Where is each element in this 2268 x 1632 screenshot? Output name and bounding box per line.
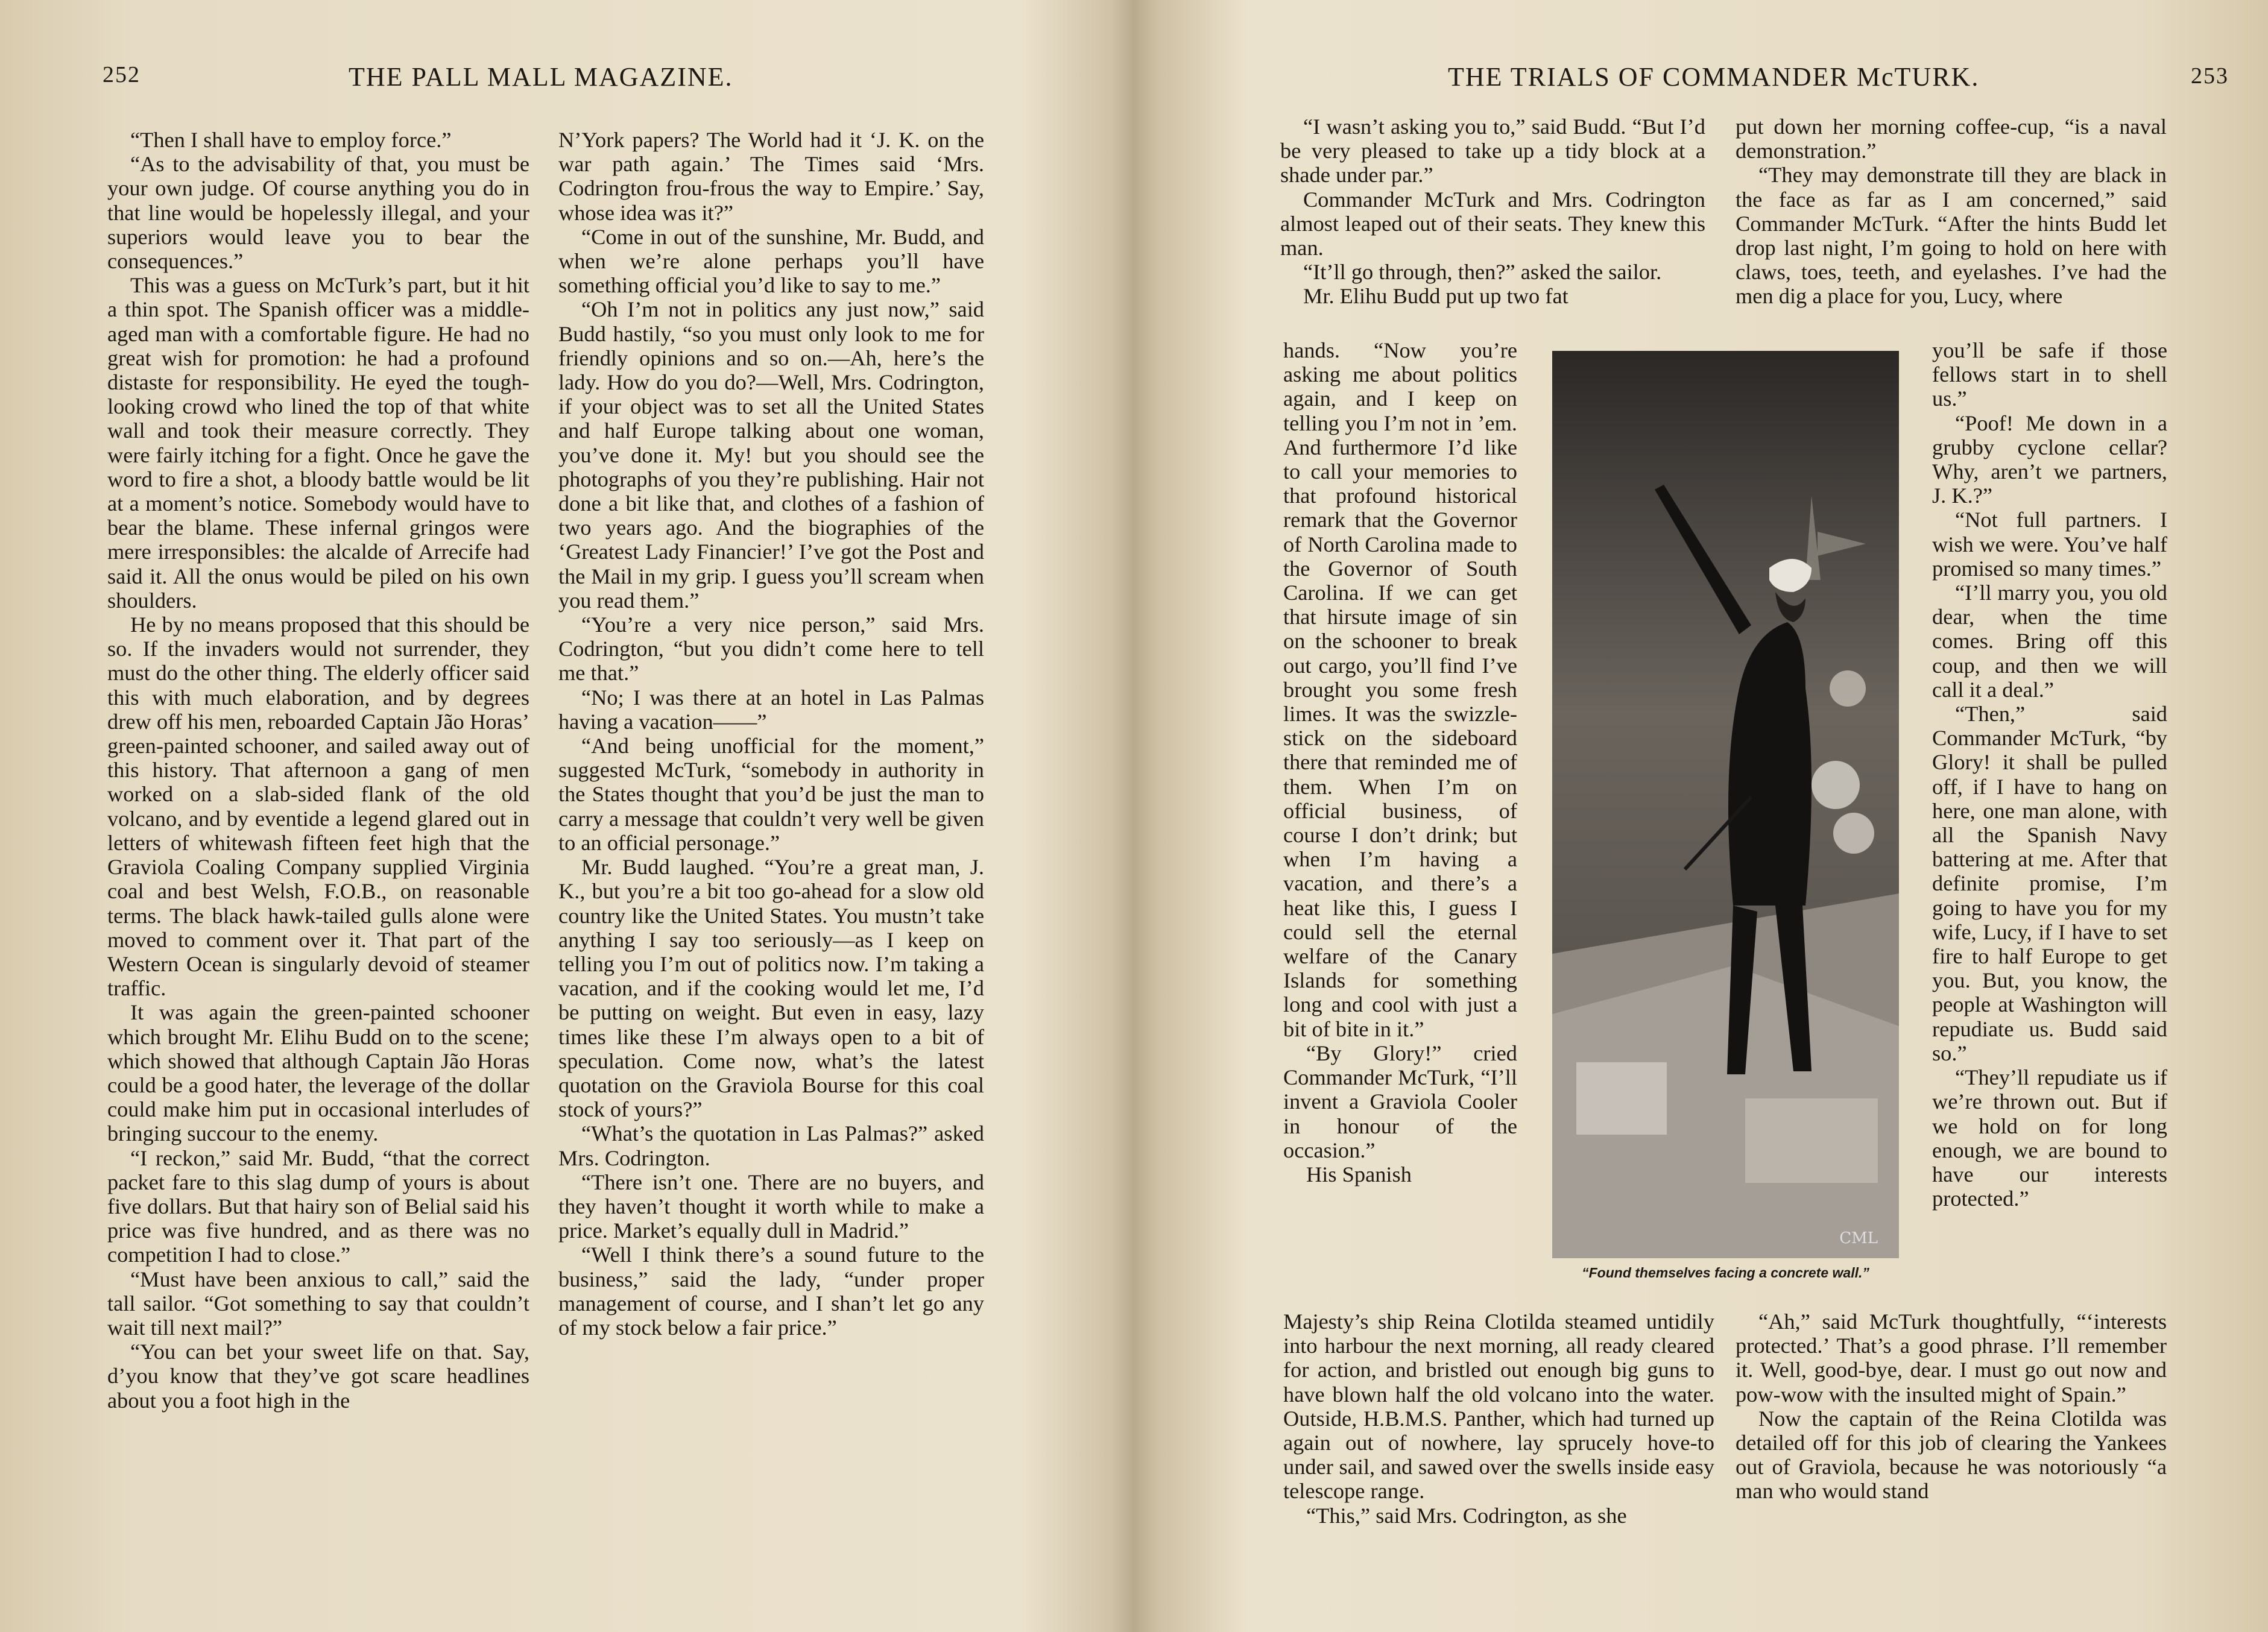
paragraph: His Spanish [1306,1162,1412,1186]
paragraph: put down her morning coffee-cup, “is a naval demonstration.” [1736,115,2167,163]
right-column-2-top [1736,115,2167,309]
paragraph: “I wasn’t asking you to,” said Budd. “But I’d be very pleased to take up a tidy block at a shade under par.” [1280,115,1705,187]
paragraph: “What’s the quotation in Las Palmas?” asked Mrs. Codrington. [558,1121,984,1170]
paragraph: “Not full partners. I wish we were. You’ve half promised so many times.” [1932,508,2167,581]
paragraph: “It’ll go through, then?” asked the sailor. [1303,260,1662,285]
paragraph: “They may demonstrate till they are black in the face as far as I am concerned,” said Commander McTurk. “After the hints Budd let drop last night, I’m going to hold on here with claws, toes, teeth, and eyelashes. I’ve had the men dig a place for you, Lucy, where [1736,163,2167,309]
paragraph: “Well I think there’s a sound future to the business,” said the lady, “under proper management of course, and I shan’t let go any of my stock below a fair price.” [558,1243,984,1340]
paragraph: “Ah,” said McTurk thoughtfully, “‘interests protected.’ That’s a good phrase. I’ll remember it. Well, good-bye, dear. I must go out now and pow-wow with the insulted might of Spain.” [1736,1309,2167,1407]
right-column-2-wrapped [1932,338,2167,1211]
paragraph: hands. “Now you’re asking me about politics again, and I keep on telling you I’m not in ’em. And furthermore I’d like to call your memories to that profound historical remark that the Governor of North Carolina made to the Governor of South Carolina. If we can get that hirsute image of sin on the schooner to break out cargo, you’ll find I’ve brought you some fresh limes. It was the swizzle-stick on the sideboard there that reminded me of them. When I’m on official business, of course I don’t drink; but when I’m having a vacation, and there’s a heat like this, I guess I could sell the eternal welfare of the Canary Islands for something long and cool with just a bit of bite in it.” [1283,338,1517,1041]
paragraph: “Oh I’m not in politics any just now,” said Budd hastily, “so you must only look to me for friendly opinions and so on.—Ah, here’s the lady. How do you do?—Well, Mrs. Codrington, if your object was to set all the United States and half Europe talking about one woman, you’ve done it. My! but you should see the photographs of you they’re publishing. Hair not done a bit like that, and clothes of a fashion of two years ago. And the biographies of the ‘Greatest Lady Financier!’ I’ve got the Post and the Mail in my grip. I guess you’ll scream when you read them.” [558,297,984,613]
paragraph: N’York papers? The World had it ‘J. K. on the war path again.’ The Times said ‘Mrs. Codrington frou-frous the way to Empire.’ Say, whose idea was it?” [558,128,984,225]
paragraph: “Then I shall have to employ force.” [130,128,452,152]
paragraph: “By Glory!” cried Commander McTurk, “I’ll invent a Graviola Cooler in honour of the occasion.” [1283,1041,1517,1162]
paragraph: “And being unofficial for the moment,” suggested McTurk, “somebody in authority in the States thought that you’d be just the man to carry a message that couldn’t very well be given to an official personage.” [558,734,984,855]
page-number: 252 [103,62,141,87]
illustration-caption: “Found themselves facing a concrete wall.” [1582,1265,1869,1281]
paragraph: “This,” said Mrs. Codrington, as she [1306,1503,1627,1528]
paragraph: “You’re a very nice person,” said Mrs. Codrington, “but you didn’t come here to tell me that.” [558,613,984,685]
running-title: THE TRIALS OF COMMANDER McTURK. [1448,62,1980,92]
paragraph: “You can bet your sweet life on that. Say, d’you know that they’ve got scare headlines about you a foot high in the [107,1340,529,1413]
paragraph: you’ll be safe if those fellows start in to shell us.” [1932,338,2167,411]
page-number: 253 [2191,63,2229,89]
right-column-2-bottom [1736,1309,2167,1504]
paragraph: He by no means proposed that this should be so. If the invaders would not surrender, they must do the other thing. The elderly officer said this with much elaboration, and by degrees drew off his men, reboarded Captain Jão Horas’ green-painted schooner, and sailed away out of this history. That afternoon a gang of men worked on a slab-sided flank of the old volcano, and by eventide a legend glared out in letters of whitewash fifteen feet high that the Graviola Coaling Company supplied Virginia coal and best Welsh, F.O.B., on reasonable terms. The black hawk-tailed gulls alone were moved to comment over it. That part of the Western Ocean is singularly devoid of steamer traffic. [107,613,529,1001]
paragraph: “I’ll marry you, you old dear, when the time comes. Bring off this coup, and then we will call it a deal.” [1932,581,2167,702]
paragraph: “No; I was there at an hotel in Las Palmas having a vacation——” [558,685,984,734]
paragraph: “Must have been anxious to call,” said the tall sailor. “Got something to say that couldn’t wait till next mail?” [107,1267,529,1340]
illustration [1552,351,1899,1258]
paragraph: This was a guess on McTurk’s part, but it hit a thin spot. The Spanish officer was a middle-aged man with a comfortable figure. He had no great wish for promotion: he had a profound distaste for responsibility. He eyed the tough-looking crowd who lined the top of that white wall and took their measure correctly. They were fairly itching for a fight. Once he gave the word to fire a shot, a bloody battle would be lit at a moment’s notice. Somebody would have to bear the blame. These infernal gringos were mere irresponsibles: the alcalde of Arrecife had said it. All the onus would be piled on his own shoulders. [107,273,529,613]
paragraph: Mr. Elihu Budd put up two fat [1303,284,1568,309]
paragraph: Majesty’s ship Reina Clotilda steamed untidily into harbour the next morning, all ready cleared for action, and bristled out enough big guns to have blown half the old volcano into the water. Outside, H.B.M.S. Panther, which had turned up again out of nowhere, lay sprucely hove-to under sail, and sawed over the swells inside easy telescope range. [1283,1309,1714,1504]
paragraph: “Then,” said Commander McTurk, “by Glory! it shall be pulled off, if I have to hang on here, one man alone, with all the Spanish Navy battering at me. After that definite promise, I’m going to have you for my wife, Lucy, if I have to set fire to half Europe to get you. But, you know, the people at Washington will repudiate us. Budd said so.” [1932,702,2167,1065]
paragraph: “As to the advisability of that, you must be your own judge. Of course anything you do in that line would be hopelessly illegal, and your superiors would leave you to bear the consequences.” [107,152,529,274]
running-title: THE PALL MALL MAGAZINE. [349,62,733,92]
right-column-1-top [1280,115,1705,309]
paragraph: “I reckon,” said Mr. Budd, “that the correct packet fare to this slag dump of yours is about five dollars. But that hairy son of Belial said his price was five hundred, and as there was no competition I had to close.” [107,1145,529,1267]
left-column-2 [558,128,984,1340]
right-column-1-bottom [1283,1309,1714,1528]
paragraph: It was again the green-painted schooner which brought Mr. Elihu Budd on to the scene; which showed that although Captain Jão Horas could be a good hater, the leverage of the dollar could make him put in occasional interludes of bringing succour to the enemy. [107,1000,529,1146]
paragraph: Now the captain of the Reina Clotilda was detailed off for this job of clearing the Yankees out of Graviola, because he was notoriously “a man who would stand [1736,1406,2167,1504]
paragraph: “Come in out of the sunshine, Mr. Budd, and when we’re alone perhaps you’ll have something official you’d like to say to me.” [558,224,984,298]
right-column-1-wrapped [1283,338,1517,1186]
naval-officer-illustration [1552,351,1899,1258]
paragraph: “There isn’t one. There are no buyers, and they haven’t thought it worth while to make a price. Market’s equally dull in Madrid.” [558,1170,984,1243]
paragraph: Commander McTurk and Mrs. Codrington almost leaped out of their seats. They knew this man. [1280,187,1705,260]
paragraph: “Poof! Me down in a grubby cyclone cellar? Why, aren’t we partners, J. K.?” [1932,411,2167,508]
paragraph: Mr. Budd laughed. “You’re a great man, J. K., but you’re a bit too go-ahead for a slow old country like the United States. You mustn’t take anything I say too seriously—as I keep on telling you I’m out of politics now. I’m taking a vacation, and if the cooking would let me, I’d be putting on weight. But even in easy, lazy times like these I’m always open to a bit of speculation. Come now, what’s the latest quotation on the Graviola Bourse for this coal stock of yours?” [558,855,984,1122]
illustrator-signature: CML [1839,1229,1878,1247]
paragraph: “They’ll repudiate us if we’re thrown out. But if we hold on for long enough, we are bound to have our interests protected.” [1932,1065,2167,1211]
left-column-1 [107,128,529,1413]
left-running-head [103,61,1079,92]
